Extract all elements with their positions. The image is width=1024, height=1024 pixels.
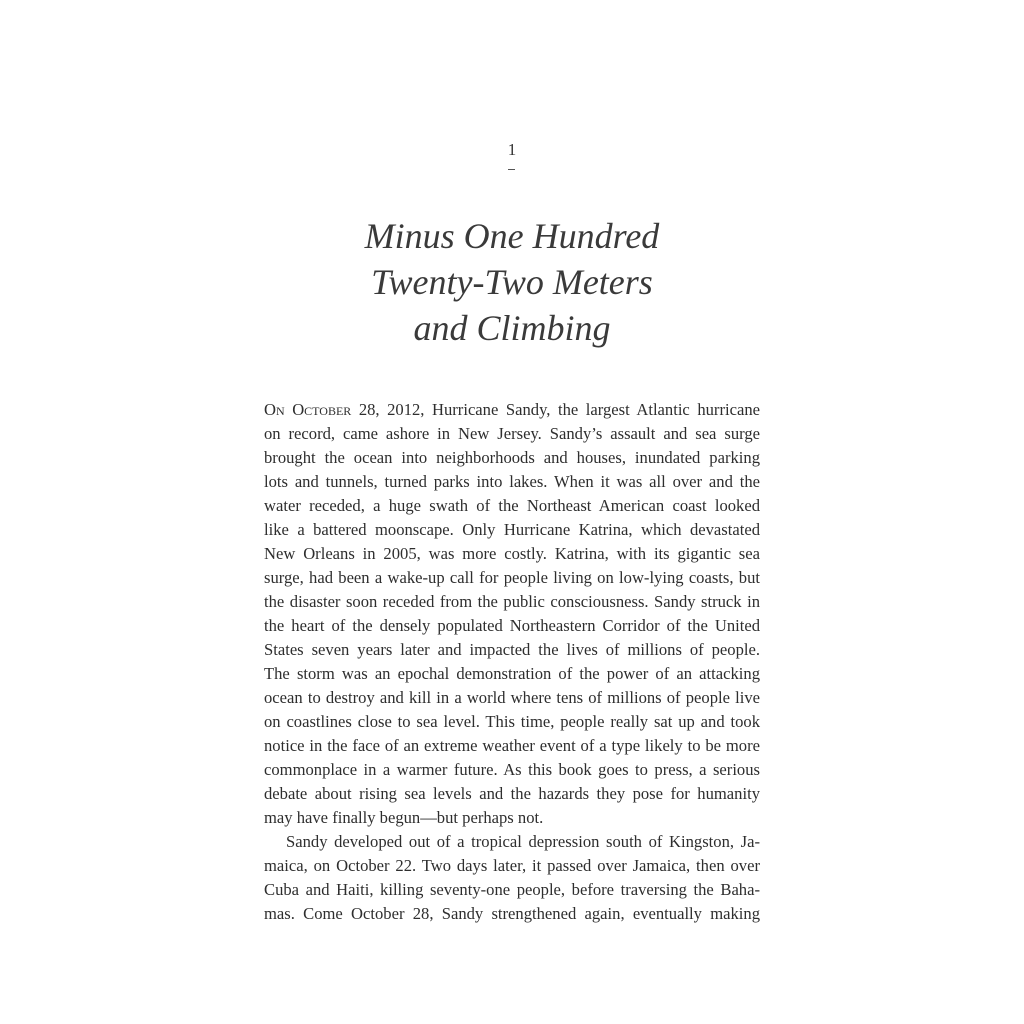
text-line: on record, came ashore in New Jersey. Sandy’s assault and sea surge — [264, 424, 760, 443]
paragraph-1 — [264, 398, 760, 830]
text-line: New Orleans in 2005, was more costly. Katrina, with its gigantic sea — [264, 544, 760, 563]
chapter-title — [0, 213, 1024, 351]
text-line: ocean to destroy and kill in a world where tens of millions of people live — [264, 688, 760, 707]
text-line: commonplace in a warmer future. As this book goes to press, a serious — [264, 760, 760, 779]
text-span: 28, 2012, Hurricane Sandy, the largest Atlantic hurricane — [351, 400, 760, 419]
text-line: Sandy developed out of a tropical depression south of Kingston, Ja- — [286, 832, 760, 851]
chapter-title-line: Minus One Hundred — [364, 216, 660, 256]
text-line: like a battered moonscape. Only Hurricane Katrina, which devastated — [264, 520, 760, 539]
chapter-title-line: and Climbing — [413, 308, 611, 348]
text-line: The storm was an epochal demonstration of the power of an attacking — [264, 664, 760, 683]
text-line: notice in the face of an extreme weather event of a type likely to be more — [264, 736, 760, 755]
text-line: brought the ocean into neighborhoods and houses, inundated parking — [264, 448, 760, 467]
text-line: lots and tunnels, turned parks into lakes. When it was all over and the — [264, 472, 760, 491]
text-line: Cuba and Haiti, killing seventy-one people, before traversing the Baha- — [264, 880, 760, 899]
text-line: may have finally begun—but perhaps not. — [264, 808, 544, 827]
text-line — [264, 398, 760, 422]
text-line: maica, on October 22. Two days later, it passed over Jamaica, then over — [264, 856, 760, 875]
text-line: water receded, a huge swath of the Northeast American coast looked — [264, 496, 760, 515]
chapter-number: 1 — [507, 140, 517, 159]
chapter-title-line: Twenty-Two Meters — [371, 262, 653, 302]
chapter-number-rule — [508, 169, 515, 170]
opening-smallcaps: On October — [264, 400, 352, 419]
text-line: the heart of the densely populated Northeastern Corridor of the United — [264, 616, 760, 635]
body-text — [264, 398, 760, 926]
text-line: surge, had been a wake-up call for people living on low-lying coasts, but — [264, 568, 760, 587]
paragraph-2 — [264, 830, 760, 926]
text-line: the disaster soon receded from the public consciousness. Sandy struck in — [264, 592, 760, 611]
text-line: debate about rising sea levels and the hazards they pose for humanity — [264, 784, 760, 803]
text-line: States seven years later and impacted the lives of millions of people. — [264, 640, 760, 659]
text-line: mas. Come October 28, Sandy strengthened again, eventually making — [264, 904, 760, 923]
text-line: on coastlines close to sea level. This time, people really sat up and took — [264, 712, 760, 731]
